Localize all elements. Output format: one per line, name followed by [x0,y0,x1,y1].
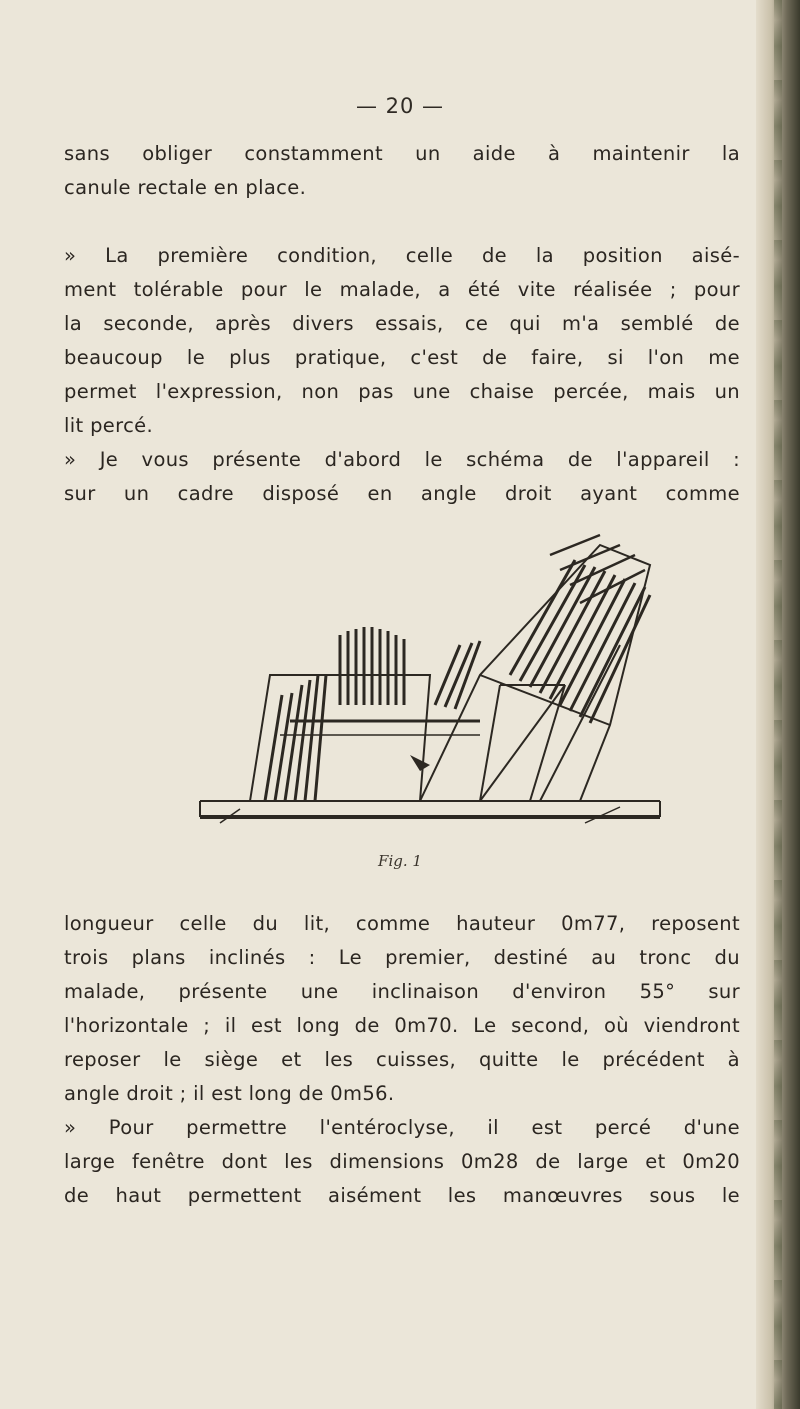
paragraph-2-line: lit percé. [64,414,154,437]
inclined-bed-frame-illustration [180,525,700,835]
page-edge-shadow [756,0,800,1409]
paragraph-2-line: beaucoup le plus pratique, c'est de faire, si l'on me [64,346,740,369]
paragraph-2-line: » Je vous présente d'abord le schéma de l'appareil : [64,448,740,471]
figure-caption: Fig. 1 [378,852,422,870]
paragraph-3-line: de haut permettent aisément les manœuvres sous le [64,1184,740,1207]
paragraph-3-line: large fenêtre dont les dimensions 0m28 de large et 0m20 [64,1150,740,1173]
paragraph-3-line: angle droit ; il est long de 0m56. [64,1082,395,1105]
figure-inclined-bed [180,525,700,835]
paragraph-2-line: » La première condition, celle de la position aisé- [64,244,740,267]
paragraph-3-line: trois plans inclinés : Le premier, destiné au tronc du [64,946,740,969]
paragraph-2-line: sur un cadre disposé en angle droit ayant comme [64,482,740,505]
paragraph-1-line: canule rectale en place. [64,176,307,199]
paragraph-3-line: l'horizontale ; il est long de 0m70. Le second, où viendront [64,1014,740,1037]
paragraph-2-line: la seconde, après divers essais, ce qui m'a semblé de [64,312,740,335]
paragraph-3-line: malade, présente une inclinaison d'environ 55° sur [64,980,740,1003]
page-number: — 20 — [355,94,445,118]
paragraph-3-line: longueur celle du lit, comme hauteur 0m77, reposent [64,912,740,935]
paragraph-1-line: sans obliger constamment un aide à maintenir la [64,142,740,165]
paragraph-3 [64,907,740,1213]
paragraph-1 [64,137,740,205]
paragraph-3-line: » Pour permettre l'entéroclyse, il est percé d'une [64,1116,740,1139]
paragraph-2-line: permet l'expression, non pas une chaise percée, mais un [64,380,740,403]
paragraph-3-line: reposer le siège et les cuisses, quitte le précédent à [64,1048,740,1071]
paragraph-2-line: ment tolérable pour le malade, a été vite réalisée ; pour [64,278,740,301]
paragraph-2 [64,239,740,511]
